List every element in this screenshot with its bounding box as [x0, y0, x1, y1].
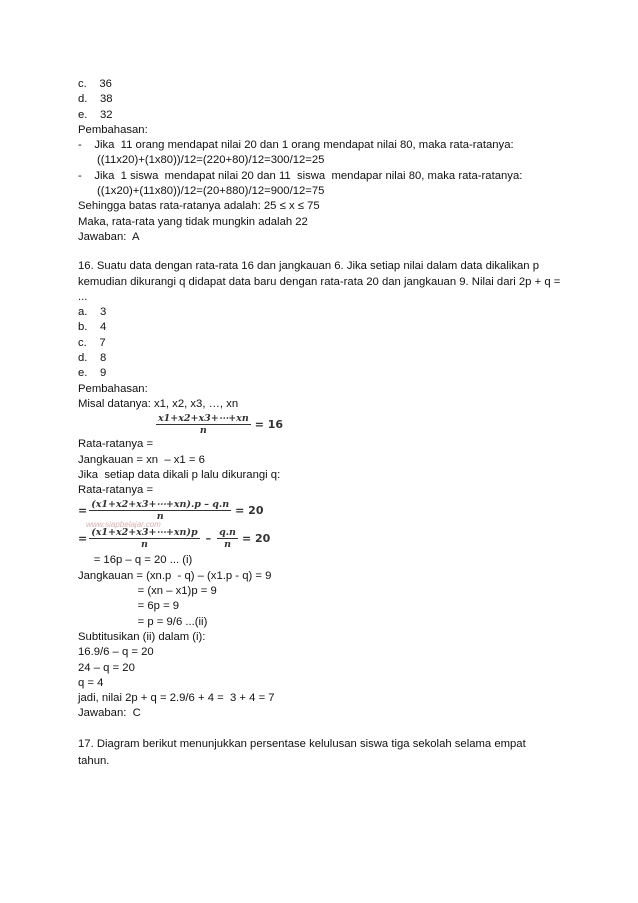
formula-mean-3 — [78, 520, 566, 553]
document-page — [78, 77, 566, 771]
q16-sub-step-3: q = 4 — [78, 676, 104, 689]
q16-sub-step-1: 16.9/6 – q = 20 — [78, 646, 154, 659]
q16-sub-step-2: 24 – q = 20 — [78, 661, 135, 674]
q16-option-b: b. 4 — [78, 321, 107, 334]
formula3-denominator-1: n — [140, 538, 148, 550]
q16-step-1: = 16p – q = 20 ... (i) — [78, 554, 193, 567]
q15-point-2-calc: ((1x20)+(11x80))/12=(20+880)/12=900/12=75 — [97, 185, 325, 198]
q17-question: 17. Diagram berikut menunjukkan persentase kelulusan siswa tiga sekolah selama empat tahun. — [78, 737, 526, 768]
q15-point-2: - Jika 1 siswa mendapat nilai 20 dan 11 siswa mendapar nilai 80, maka rata-ratanya: — [78, 169, 523, 182]
q16-jawaban: Jawaban: C — [78, 707, 141, 720]
q15-point-1: - Jika 11 orang mendapat nilai 20 dan 1 orang mendapat nilai 80, maka rata-ratanya: — [78, 139, 514, 152]
q16-option-a: a. 3 — [78, 306, 107, 319]
q16-option-d: d. 8 — [78, 352, 107, 365]
formula1-numerator: x1+x2+x3+⋯+xn — [158, 413, 249, 425]
q16-step-4: = p = 9/6 ...(ii) — [78, 615, 208, 628]
formula2-numerator: (x1+x2+x3+⋯+xn).p – q.n — [91, 499, 230, 511]
formula3-lhs: = — [78, 531, 88, 545]
q16-substitusi: Subtitusikan (ii) dalam (i): — [78, 630, 206, 643]
q16-step-2: = (xn – x1)p = 9 — [78, 585, 217, 598]
formula-mean-1 — [78, 412, 566, 437]
q16-step-3: = 6p = 9 — [78, 600, 180, 613]
formula3-minus: – — [205, 531, 212, 545]
formula3-numerator-1: (x1+x2+x3+⋯+xn)p — [91, 526, 198, 538]
q15-pembahasan-label: Pembahasan: — [78, 123, 148, 136]
watermark: www.siapbelajar.com — [86, 520, 161, 530]
formula1-denominator: n — [199, 425, 207, 437]
q16-option-e: e. 9 — [78, 367, 107, 380]
q15-option-e: e. 32 — [78, 108, 113, 121]
q15-jawaban: Jawaban: A — [78, 230, 140, 243]
q16-rata-ratanya-2: Rata-ratanya = — [78, 484, 154, 497]
q15-option-c: c. 36 — [78, 78, 112, 90]
formula2-denominator: n — [156, 511, 164, 523]
formula3-numerator-2: q.n — [219, 526, 236, 538]
q15-option-d: d. 38 — [78, 93, 113, 106]
q16-jika: Jika setiap data dikali p lalu dikurangi q: — [78, 468, 281, 481]
q16-pembahasan-label: Pembahasan: — [78, 382, 148, 395]
q16-option-c: c. 7 — [78, 336, 106, 349]
formula2-rhs: = 20 — [235, 504, 264, 518]
formula1-rhs: = 16 — [254, 418, 284, 432]
q16-question: 16. Suatu data dengan rata-rata 16 dan jangkauan 6. Jika setiap nilai dalam data dikalikan p kemudian dikurangi q didapat data baru dengan rata-rata 20 dan jangkauan 9. Nilai dari 2p + q = ... — [78, 260, 561, 303]
formula2-lhs: = — [78, 504, 88, 518]
q15-maka: Maka, rata-rata yang tidak mungkin adalah 22 — [78, 215, 308, 228]
q16-rata-ratanya-1: Rata-ratanya = — [78, 438, 154, 451]
q16-misal: Misal datanya: x1, x2, x3, …, xn — [78, 397, 239, 410]
q15-point-1-calc: ((11x20)+(1x80))/12=(220+80)/12=300/12=25 — [97, 154, 325, 167]
q16-jangkauan-1: Jangkauan = xn – x1 = 6 — [78, 453, 205, 466]
q15-batas: Sehingga batas rata-ratanya adalah: 25 ≤ x ≤ 75 — [78, 200, 320, 213]
q16-final: jadi, nilai 2p + q = 2.9/6 + 4 = 3 + 4 = 7 — [78, 692, 275, 705]
formula3-rhs: = 20 — [241, 531, 271, 545]
formula3-denominator-2: n — [224, 538, 231, 550]
q16-jangkauan-2: Jangkauan = (xn.p - q) – (x1.p - q) = 9 — [78, 569, 272, 582]
